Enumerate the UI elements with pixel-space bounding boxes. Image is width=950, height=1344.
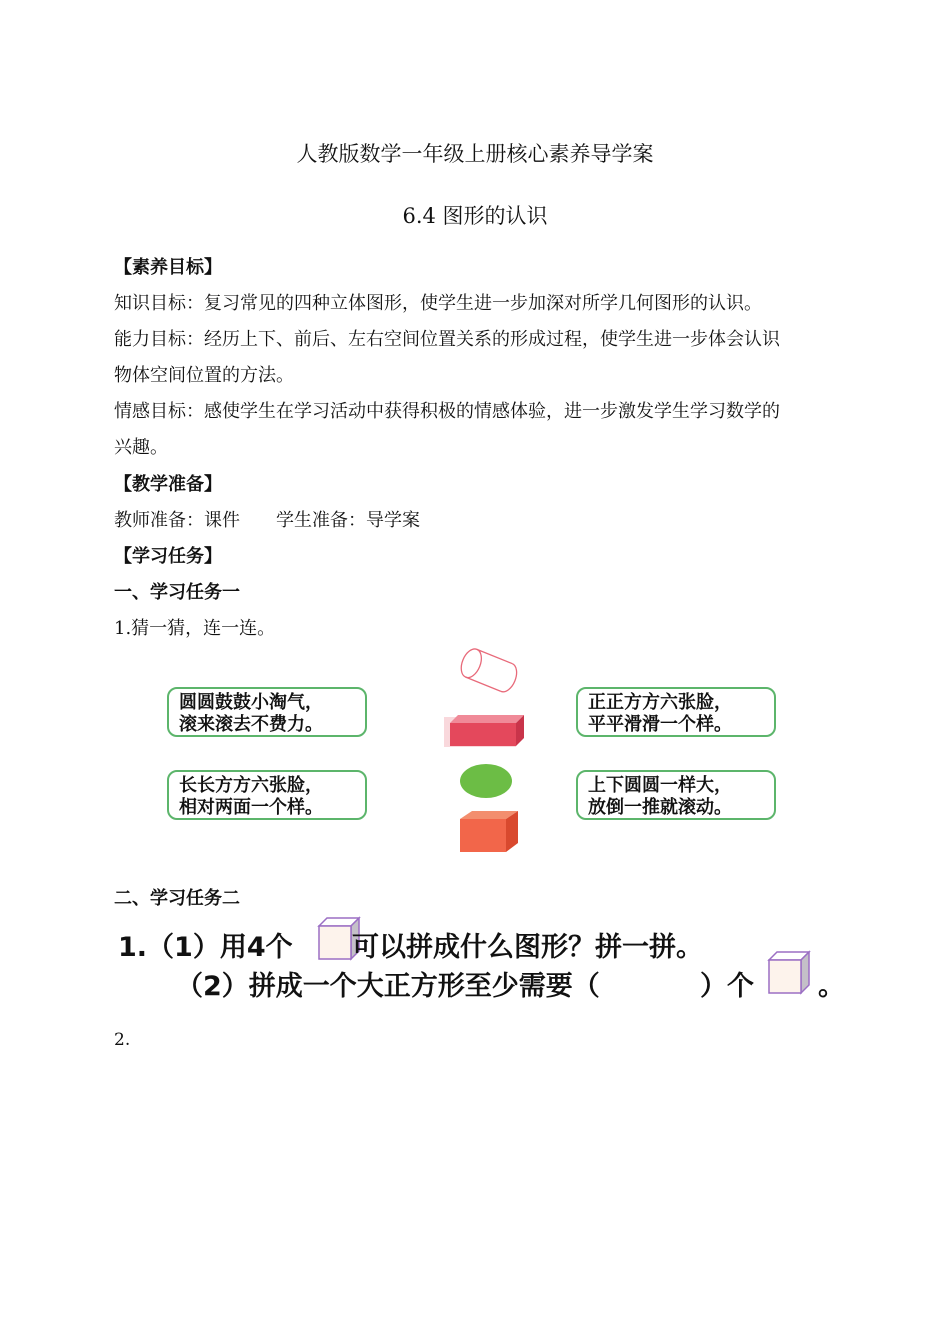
puzzle-q2-close: ）个 bbox=[700, 971, 754, 1002]
task2-question2: 2. bbox=[114, 1030, 131, 1050]
emotion-goal-line1: 情感目标：感使学生在学习活动中获得积极的情感体验，进一步激发学生学习数学的 bbox=[114, 401, 780, 422]
riddle-text: 上下圆圆一样大， bbox=[588, 775, 732, 796]
sphere-icon bbox=[460, 764, 512, 798]
riddle-card-sphere bbox=[167, 687, 367, 737]
puzzle-q2-end: 。 bbox=[818, 971, 845, 1002]
riddle-card-cuboid bbox=[167, 770, 367, 820]
lesson-title: 6.4 图形的认识 bbox=[402, 204, 548, 228]
cube-icon bbox=[460, 811, 518, 852]
emotion-goal-line2: 兴趣。 bbox=[114, 437, 168, 458]
ability-goal-line1: 能力目标：经历上下、前后、左右空间位置关系的形成过程，使学生进一步体会认识 bbox=[114, 329, 780, 350]
riddle-text: 圆圆鼓鼓小淘气， bbox=[179, 692, 323, 713]
student-prep: 学生准备：导学案 bbox=[276, 510, 420, 531]
riddle-text: 长长方方六张脸， bbox=[179, 775, 323, 796]
ability-goal-line2: 物体空间位置的方法。 bbox=[114, 365, 294, 386]
shapes-column bbox=[440, 645, 540, 860]
riddle-text: 放倒一推就滚动。 bbox=[588, 797, 732, 818]
cylinder-icon bbox=[457, 646, 520, 695]
teacher-prep: 教师准备：课件 bbox=[114, 510, 240, 531]
puzzle-q1-suffix: 可以拼成什么图形？拼一拼。 bbox=[352, 932, 703, 963]
task1-heading: 一、学习任务一 bbox=[114, 582, 240, 603]
task1-question1: 1.猜一猜，连一连。 bbox=[114, 618, 276, 639]
riddle-card-cube bbox=[576, 687, 776, 737]
riddle-text: 正正方方六张脸， bbox=[588, 692, 732, 713]
task2-heading: 二、学习任务二 bbox=[114, 888, 240, 909]
knowledge-goal: 知识目标：复习常见的四种立体图形，使学生进一步加深对所学几何图形的认识。 bbox=[114, 293, 762, 314]
tasks-heading: 【学习任务】 bbox=[114, 546, 222, 567]
riddle-text: 相对两面一个样。 bbox=[179, 797, 323, 818]
prep-heading: 【教学准备】 bbox=[114, 474, 222, 495]
puzzle-q1-prefix: 1.（1）用4个 bbox=[118, 932, 293, 963]
riddle-card-cylinder bbox=[576, 770, 776, 820]
goals-heading: 【素养目标】 bbox=[114, 257, 222, 278]
riddle-text: 平平滑滑一个样。 bbox=[588, 714, 732, 735]
page-title: 人教版数学一年级上册核心素养导学案 bbox=[296, 142, 654, 166]
riddle-text: 滚来滚去不费力。 bbox=[179, 714, 323, 735]
puzzle-q2-prefix: （2）拼成一个大正方形至少需要（ bbox=[176, 971, 600, 1002]
cuboid-icon bbox=[444, 715, 524, 747]
cube-outline-icon bbox=[767, 950, 811, 996]
